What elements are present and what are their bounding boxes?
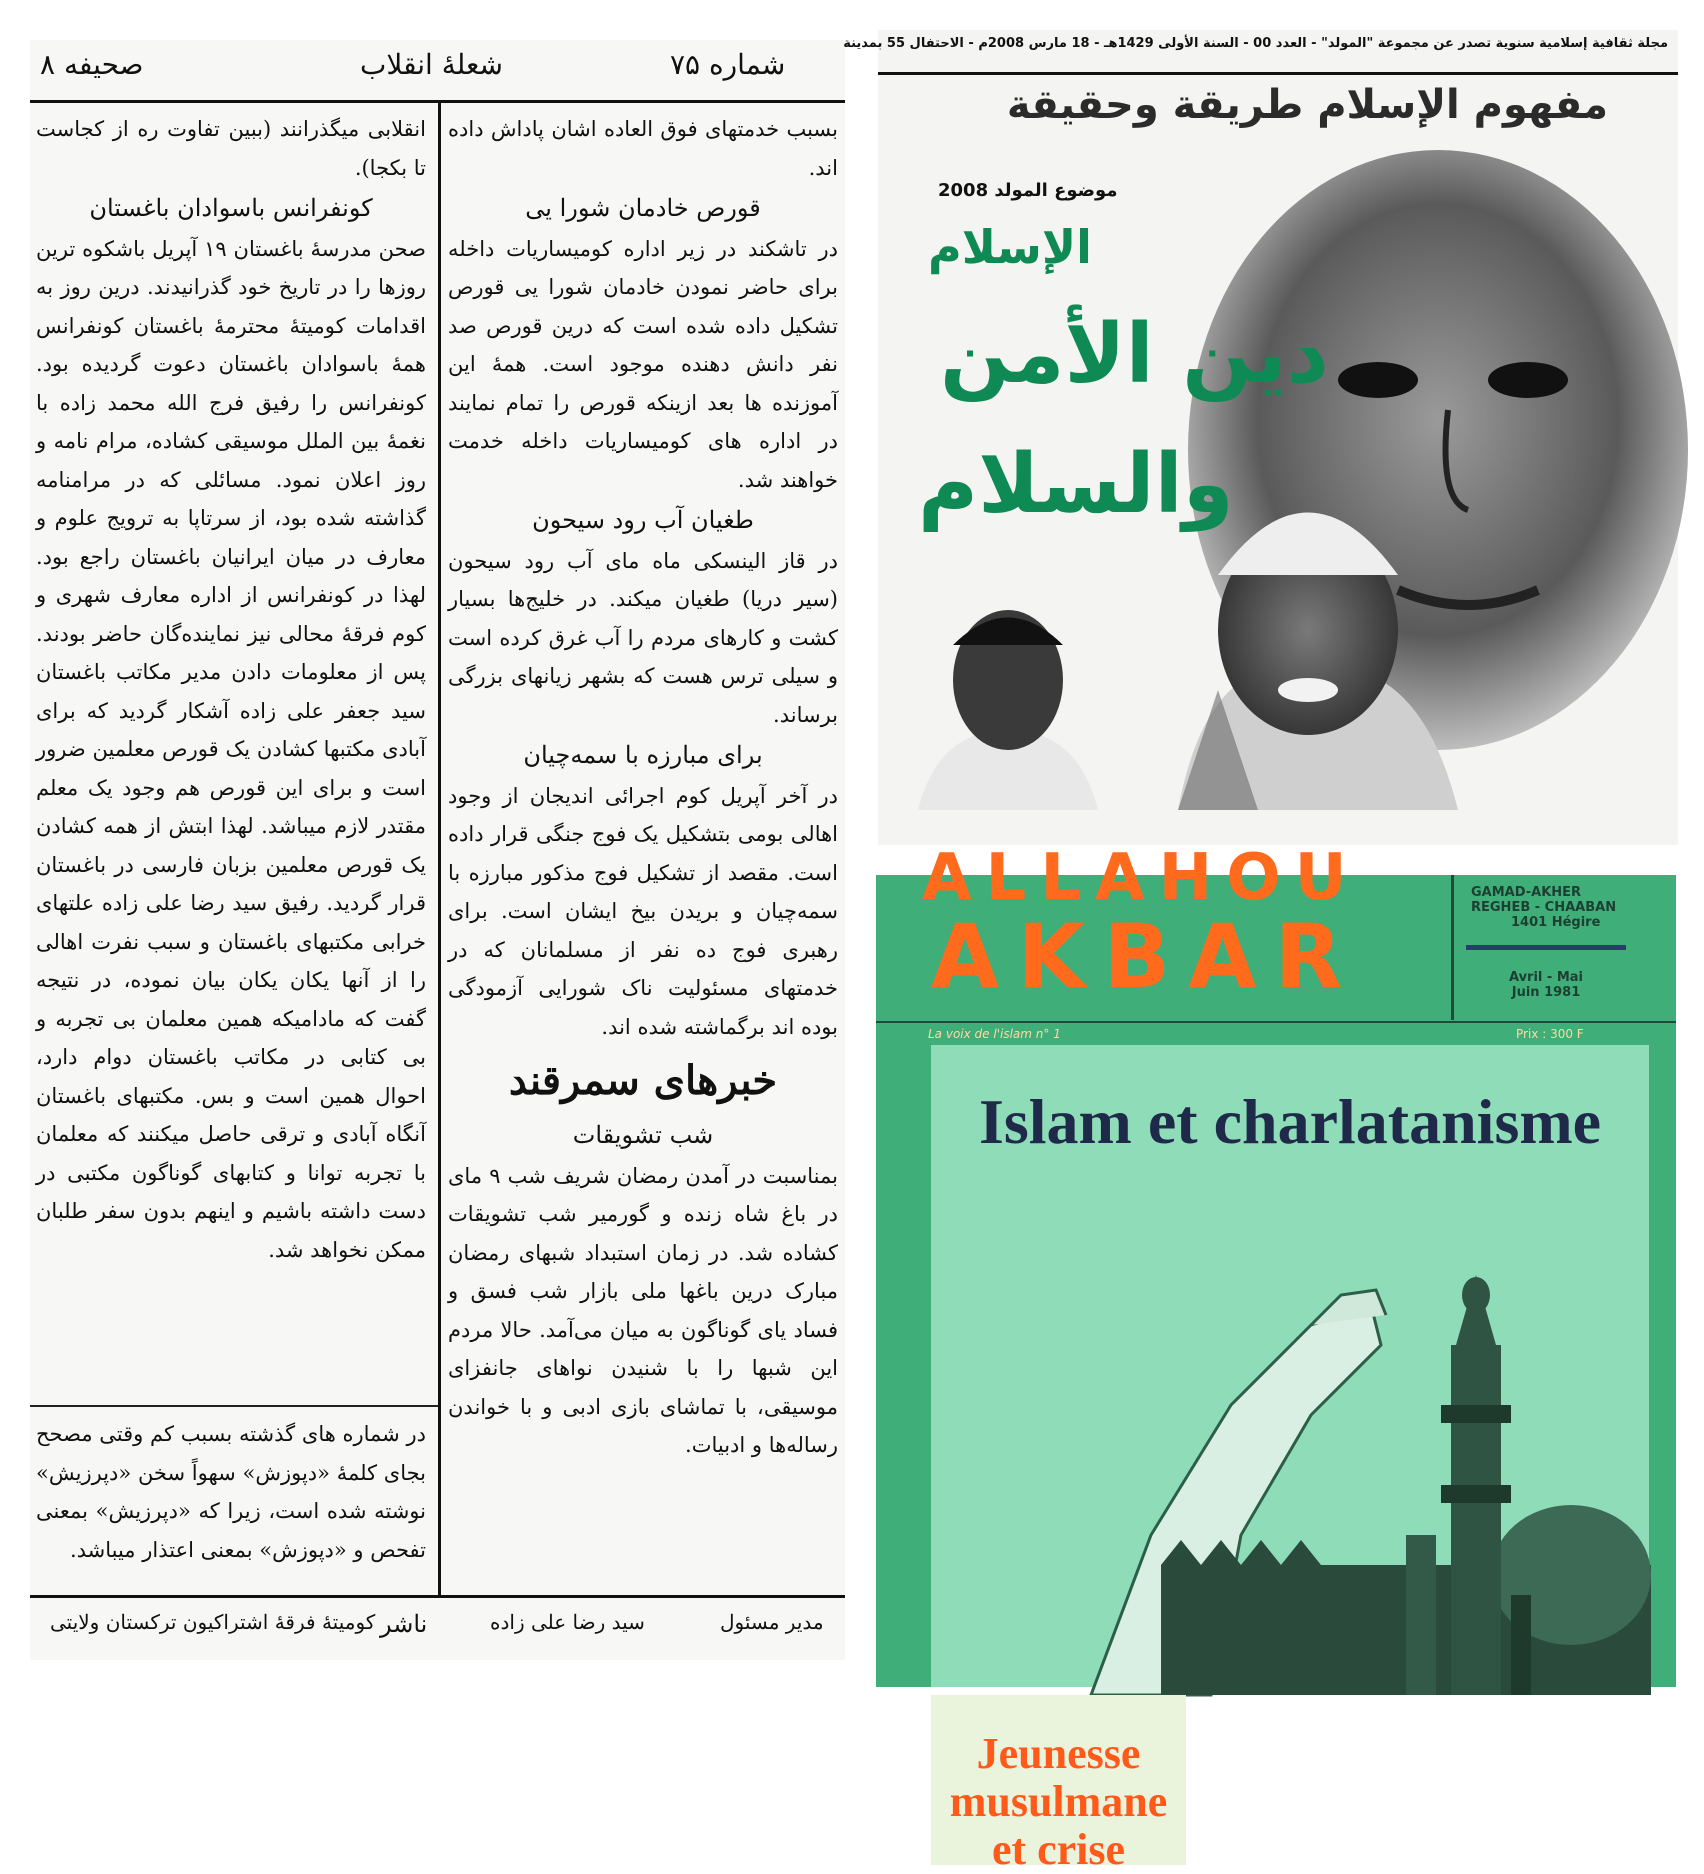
column-divider (438, 102, 441, 1597)
greg-line-2: Juin 1981 (1511, 985, 1581, 1000)
logo-akbar: AKBAR (931, 905, 1361, 1008)
page-number: صحیفه ۸ (40, 48, 144, 81)
allahou-akbar-cover (876, 841, 1676, 1874)
left-intro: انقلابی میگذرانند (ببین تفاوت ره از کجاست تا بکجا). (36, 117, 426, 180)
masthead-rule (876, 1021, 1676, 1023)
series-label: La voix de l'islam n° 1 (928, 1027, 1061, 1041)
mosque-photo (1011, 1235, 1651, 1695)
hijri-line-1: GAMAD-AKHER (1471, 885, 1582, 900)
article-flood: در قاز الینسکی ماه مای آب رود سیحون (سیر دریا) طغیان میکند. در خلیج‌ها بسیار کشت و کارهای مردم را آب غرق کرده است و سیلی ترس هست که بشهر زیانهای بزرگی برساند. (448, 548, 838, 727)
article-night: بمناسبت در آمدن رمضان شریف شب ۹ مای در باغ شاه زنده و گورمیر شب تشویقات کشاده شد. در زمان استبداد شبهای رمضان مبارک درین باغها ملی بازار شب فسق و فساد یای گوناگون به میان می‌آمد. حالا مردم این شبها را با شنیدن نواهای جانفزای موسیقی، با تماشای بازی ادبی و با خواندن رساله‌ها و ادبیات. (448, 1163, 839, 1457)
hijri-dates (1471, 885, 1616, 930)
cover-subtitle: Jeunesse musulmane et crise (949, 1729, 1168, 1874)
heading-conference: کونفرانس باسوادان باغستان (89, 194, 373, 222)
newspaper-title: شعلهٔ انقلاب (360, 48, 503, 81)
article-conference: صحن مدرسهٔ باغستان ۱۹ آپریل باشکوه ترین روزها را در تاریخ خود گذرانیدند. درین روز به اقدامات کومیتهٔ محترمهٔ باغستان کونفرانس همهٔ باسوادان باغستان دعوت گردیده بود. کونفرانس را رفیق فرج الله محمد زاده با نغمهٔ بین الملل موسیقی کشاده، مرام نامه و روز اعلان نمود. مسائلی که در مرامنامه گذاشته شده بود، از سرتاپا به ترویج علوم و معارف در میان ایرانیان باغستان راجع بود. لهذا در کونفرانس از اداره معارف شهری و کوم فرقهٔ محالی نیز نماینده‌گان حاضر بودند. پس از معلومات دادن مدیر مکاتب باغستان سید جعفر علی زاده آشکار گردید که برای آبادی مکتبها کشادن یک قورص معلمین ضرور است و برای این قورص هم وجود یک معلم مقتدر لازم میباشد. لهذا ابتش از همه کشادن یک قورص معلمین بزبان فارسی در باغستان قرار گردید. رفیق سید رضا علی زاده علتهای خرابی مکتبهای باغستان و سبب نفرت اهالی را از آنها یکان یکان بیان نموده، در نتیجه گفت که مادامیکه همین معلمان بی تجربه و بی کتابی در مکاتب باغستان دوام دارد، احوال همین است و بس. مکتبهای باغستان آنگاه آبادی و ترقی حاصل میکنند که معلمان با تجربه توانا و کتابهای گوناگون مکتبی در دست داشته باشیم و اینهم بدون سفر طلبان ممکن نخواهد شد. (36, 236, 426, 1262)
greg-line-1: Avril - Mai (1508, 970, 1583, 985)
cover-title-din: دين الأمن (940, 307, 1329, 402)
hijri-line-2: REGHEB - CHAABAN (1471, 900, 1617, 915)
masthead-divider (1451, 875, 1454, 1020)
heading-struggle: برای مبارزه با سمه‌چیان (523, 741, 763, 769)
editor-name: سید رضا علی زاده (490, 1610, 645, 1634)
article-struggle: در آخر آپریل کوم اجرائی اندیجان از وجود اهالی بومی بتشکیل یک فوج جنگی قرار داده است. مقصد از تشکیل فوج مذکور مبارزه با سمه‌چیان و بریدن بیخ ایشان است. برای رهبری فوج ده نفر از مسلمانان که در خدمتهای مسئولیت ناک شورایی آزمودگی بوده اند برگماشته شده اند. (448, 783, 838, 1039)
footer-rule (30, 1595, 845, 1598)
erratum-text: در شماره های گذشته بسبب کم وقتی مصحح بجای کلمهٔ «دپوزش» سهواً سخن «دپرزیش» نوشته شده است، زیرا که «دپرزیش» بمعنی تفحص و «دپوزش» بمعنی اعتذار میباشد. (36, 1422, 426, 1562)
hijri-line-3: 1401 Hégire (1511, 915, 1601, 930)
cover-topic: موضوع المولد 2008 (938, 180, 1118, 201)
cover-headline: مفهوم الإسلام طريقة وحقيقة (1006, 82, 1608, 128)
publisher-label: ناشر (380, 1610, 428, 1638)
issue-number: شماره ۷۵ (670, 48, 786, 81)
newspaper-page (30, 40, 845, 1660)
right-intro: بسبب خدمتهای فوق العاده اشان پاداش داده اند. (448, 117, 838, 180)
heading-course: قورص خادمان شورا یی (525, 194, 761, 222)
cover-title-salam: والسلام (918, 437, 1234, 532)
cover-title: Islam et charlatanisme (978, 1086, 1602, 1157)
left-column (36, 110, 426, 1400)
date-bar (1466, 945, 1626, 950)
mawlid-magazine-cover (843, 30, 1678, 845)
heading-flood: طغیان آب رود سیحون (532, 506, 754, 534)
heading-samarkand-news: خبرهای سمرقند (508, 1057, 778, 1104)
subtitle-box (931, 1695, 1186, 1874)
masthead-line: مجلة ثقافية إسلامية سنوية تصدر عن مجموعة "المولد" - العدد 00 - السنة الأولى 1429هـ - 18 مارس 2008م - الاحتفال 55 بمدينة (843, 36, 1668, 51)
erratum-box (36, 1415, 426, 1590)
gregorian-dates (1476, 970, 1616, 1000)
article-course: در تاشکند در زیر اداره کومیساریات داخله برای حاضر نمودن خادمان شورا یی قورص تشکیل داده شده است که درین قورص صد نفر دانش دهنده موجود است. همهٔ این آموزنده ها بعد ازینکه قورص را تمام نمایند در اداره های کومیساریات داخله خدمت خواهند شد. (448, 236, 838, 492)
cover-panel (931, 1045, 1649, 1874)
right-column (448, 110, 838, 1465)
cover-title-islam: الإسلام (928, 220, 1092, 274)
price-label: Prix : 300 F (1516, 1027, 1584, 1041)
erratum-rule (30, 1405, 438, 1407)
editor-label: مدیر مسئول (720, 1610, 824, 1634)
publisher-name: کومیتهٔ فرقهٔ اشتراکیون ترکستان ولایتی (50, 1610, 376, 1634)
heading-night: شب تشویقات (572, 1121, 714, 1149)
logo-allahou: ALLAHOU (922, 841, 1361, 915)
